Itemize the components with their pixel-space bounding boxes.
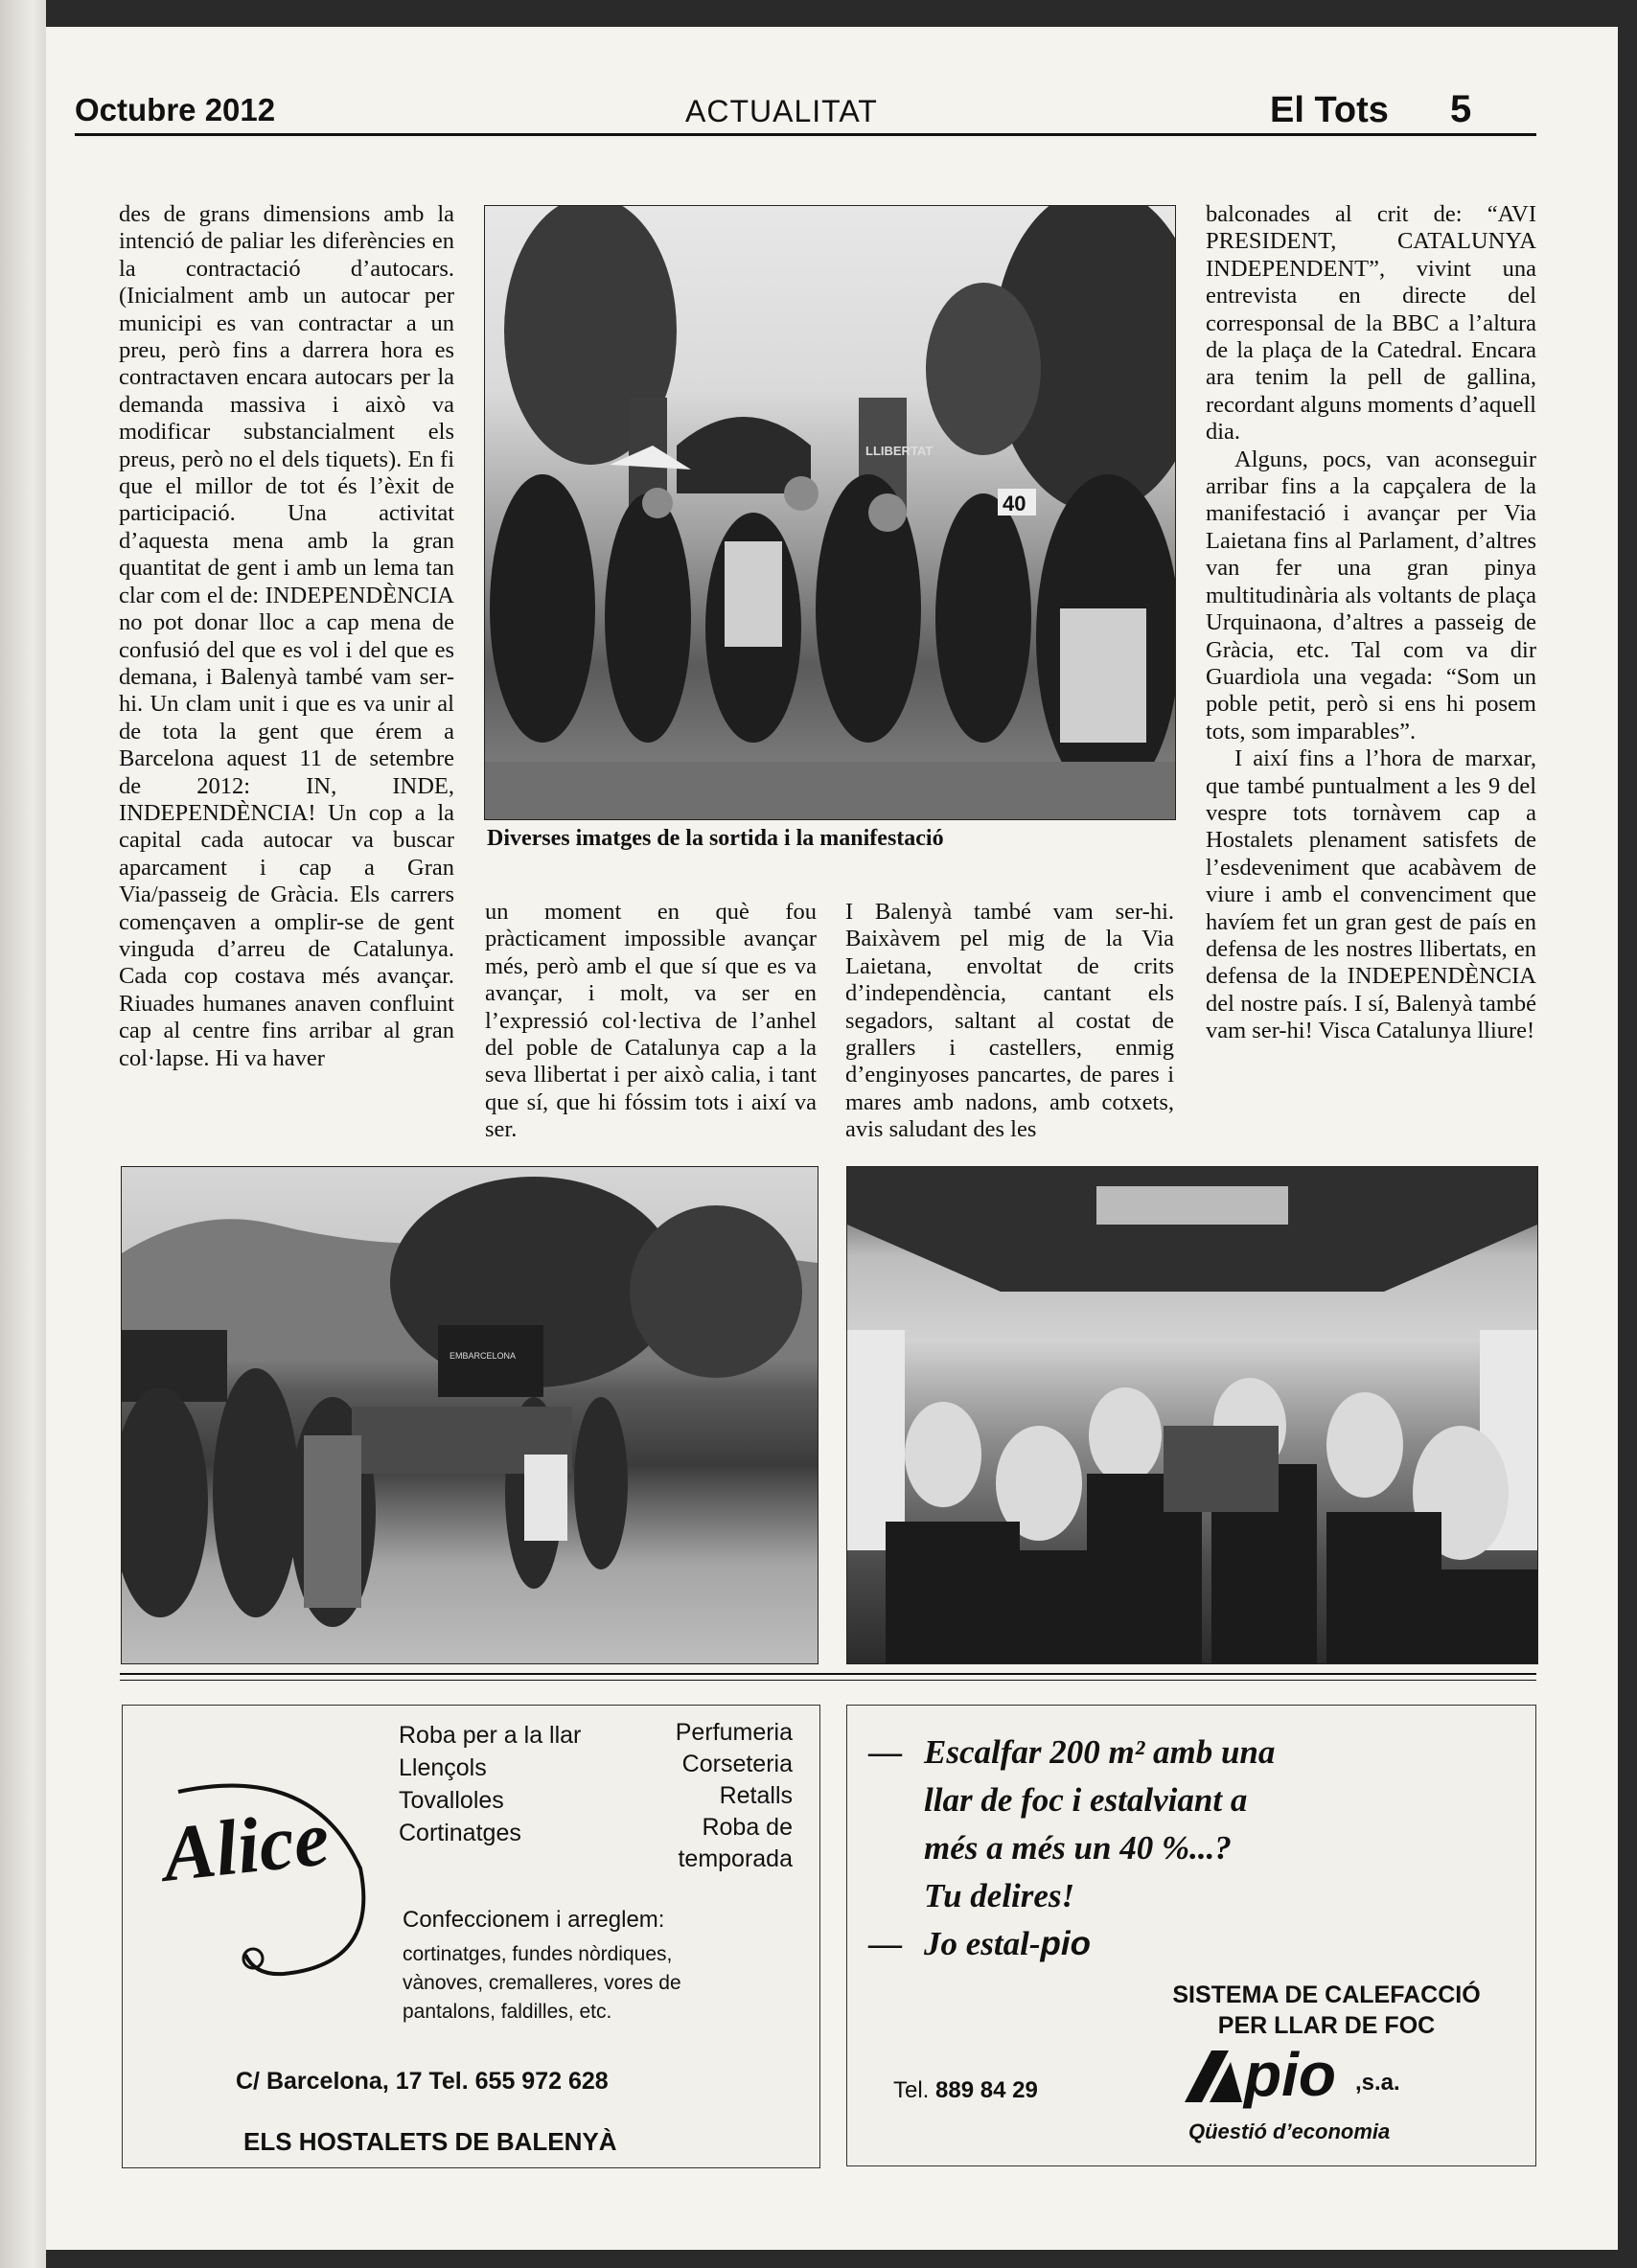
pio-line-4: Tu delires! xyxy=(924,1877,1075,1914)
article-col4-paragraph-1: balconades al crit de: “AVI PRESIDENT, CATALUNYA INDEPENDENT”, vivint una entrevista en directe del corresponsal de la BBC a l’altura de la plaça de la Catedral. Encara ara tenim la pell de gallina, recordant alguns moments d’aquell dia. xyxy=(1206,201,1536,446)
alice-service-line: vànoves, cremalleres, vores de xyxy=(403,1972,681,1994)
publication-name: El Tots xyxy=(1270,90,1389,130)
article-col1-text: des de grans dimensions amb la intenció de paliar les diferències en la contractació d’autocars. (Inicialment amb un autocar per municipi es van contractar a un preu, però fins a darrera hora es contractaven encara autocars per la demanda massiva i això va modificar substancialment els preus, però no el dels tiquets). En fi que el millor de tot és l’èxit de participació. Una activitat d’aquesta mena amb la gran quantitat de gent i amb un lema tan clar com el de: INDEPENDÈNCIA no pot donar lloc a cap mena de confusió del que es vol i del que es demana, i Balenyà també vam ser-hi. Un clam unit i que es va unir al de tota la gent que érem a Barcelona aquest 11 de setembre de 2012: IN, INDE, INDEPENDÈNCIA! Un cop a la capital cada autocar va buscar aparcament i cap a Gran Via/passeig de Gràcia. Els carrers començaven a omplir-se de gent vinguda d’arreu de Catalunya. Cada cop costava més avançar. Riuades humanes anaven confluint cap al centre fins arribar al gran col·lapse. Hi va haver xyxy=(119,201,454,1071)
pio-system-line-1: SISTEMA DE CALEFACCIÓ xyxy=(1172,1982,1481,2008)
alice-service-line: pantalons, faldilles, etc. xyxy=(403,2001,612,2023)
pio-line-1-text: Escalfar 200 m² amb una xyxy=(924,1733,1276,1771)
stage-banner-text: LLIBERTAT xyxy=(865,444,934,458)
pio-system-text xyxy=(1135,1980,1518,2041)
pio-dash: — xyxy=(868,1733,902,1771)
article-column-2 xyxy=(485,899,817,1144)
pio-dash: — xyxy=(868,1925,902,1962)
alice-item: temporada xyxy=(678,1845,793,1872)
header-rule xyxy=(75,133,1536,136)
photo-group-departure-scene xyxy=(122,1167,818,1663)
alice-item: Roba per a la llar xyxy=(399,1722,582,1749)
alice-items-right xyxy=(676,1717,793,1875)
pio-line-1 xyxy=(868,1729,1276,1776)
alice-item: Roba de xyxy=(702,1814,793,1841)
alice-item: Cortinatges xyxy=(399,1820,521,1846)
article-col3-text: I Balenyà també vam ser-hi. Baixàvem pel mig de la Via Laietana, envoltat de crits d’independència, cantant els segadors, saltant al costat de grallers i castellers, enmig d’enginyoses pancartes, de pares i mares amb nadons, amb cotxets, avis saludant des les xyxy=(845,899,1174,1143)
alice-address: C/ Barcelona, 17 Tel. 655 972 628 xyxy=(236,2068,609,2095)
pio-line-5-prefix: Jo estal- xyxy=(924,1925,1041,1962)
ads-divider xyxy=(120,1673,1536,1681)
article-col4-paragraph-3: I així fins a l’hora de marxar, que també puntualment a les 9 del vespre tots tornàvem cap a Hostalets plenament satisfets de l’esdeveniment que acabàvem de viure i amb el convenciment que havíem fet un gran gest de país en defensa de les nostres llibertats, en defensa de la INDEPENDÈNCIA del nostre país. I sí, Balenyà també vam ser-hi! Visca Catalunya lliure! xyxy=(1206,745,1536,1044)
alice-item: Tovalloles xyxy=(399,1787,504,1814)
alice-service-line: cortinatges, fundes nòrdiques, xyxy=(403,1943,673,1965)
alice-item: Retalls xyxy=(719,1782,793,1809)
alice-items-left xyxy=(399,1719,581,1849)
pio-tel-label: Tel. xyxy=(893,2077,930,2103)
article-col4-paragraph-2: Alguns, pocs, van aconseguir arribar fins a la capçalera de la manifestació i avançar per Via Laietana fins al Parlament, d’altres van fer una gran pinya multitudinària als voltants de plaça Urquinaona, d’altres a passeig de Gràcia, etc. Tal com va dir Guardiola una vegada: “Som un poble petit, però si ens hi posem tots, som imparables”. xyxy=(1206,446,1536,745)
bus-sign-text: EMBARCELONA xyxy=(450,1351,517,1361)
pio-logo xyxy=(1183,2040,1470,2109)
alice-logo xyxy=(150,1763,334,1955)
photo-bus-interior xyxy=(846,1166,1538,1664)
photo-caption: Diverses imatges de la sortida i la manifestació xyxy=(487,826,944,851)
alice-services-title: Confeccionem i arreglem: xyxy=(403,1907,665,1933)
alice-services-list xyxy=(403,1940,681,2027)
shirt-number-text: 40 xyxy=(1003,492,1026,515)
article-column-4 xyxy=(1206,201,1536,1045)
ad-alice xyxy=(122,1705,820,2168)
pio-line-5 xyxy=(868,1920,1275,1968)
article-col2-text: un moment en què fou pràcticament impossible avançar més, però amb el que sí que es va avançar, i molt, va ser en l’expressió col·lectiva de l’anhel del poble de Catalunya cap a la seva llibertat i per això calia, i tant que sí, que hi fóssim tots i així va ser. xyxy=(485,899,817,1143)
article-column-3 xyxy=(845,899,1174,1144)
issue-date: Octubre 2012 xyxy=(75,92,276,127)
pio-system-line-2: PER LLAR DE FOC xyxy=(1217,2012,1436,2039)
section-title: ACTUALITAT xyxy=(685,94,878,128)
page-spine xyxy=(0,0,46,2268)
pio-tagline: Qüestió d’economia xyxy=(1188,2119,1391,2143)
alice-item: Corseteria xyxy=(681,1751,793,1777)
photo-demonstration xyxy=(484,205,1176,820)
pio-logo-text: pio xyxy=(1244,2040,1336,2109)
pio-logo-suffix: ,s.a. xyxy=(1355,2070,1400,2096)
pio-slogan-block xyxy=(868,1729,1276,1968)
alice-item: Llençols xyxy=(399,1754,487,1781)
article-column-1 xyxy=(119,201,454,1072)
photo-demonstration-scene xyxy=(485,206,1175,819)
pio-line-2: llar de foc i estalviant a xyxy=(924,1781,1248,1819)
pio-line-3: més a més un 40 %...? xyxy=(924,1829,1232,1867)
ad-pio xyxy=(846,1705,1536,2166)
photo-bus-interior-scene xyxy=(847,1167,1537,1663)
pio-tel-number: 889 84 29 xyxy=(935,2077,1038,2103)
pio-logo-flame-icon xyxy=(1183,2047,1246,2104)
photo-group-departure xyxy=(121,1166,818,1664)
alice-logo-text: Alice xyxy=(158,1794,334,1898)
pio-phone xyxy=(893,2077,1038,2104)
pio-line-5-brand: pio xyxy=(1040,1925,1091,1962)
alice-item: Perfumeria xyxy=(675,1719,793,1746)
alice-town: ELS HOSTALETS DE BALENYÀ xyxy=(243,2127,617,2156)
page-number: 5 xyxy=(1450,88,1472,130)
